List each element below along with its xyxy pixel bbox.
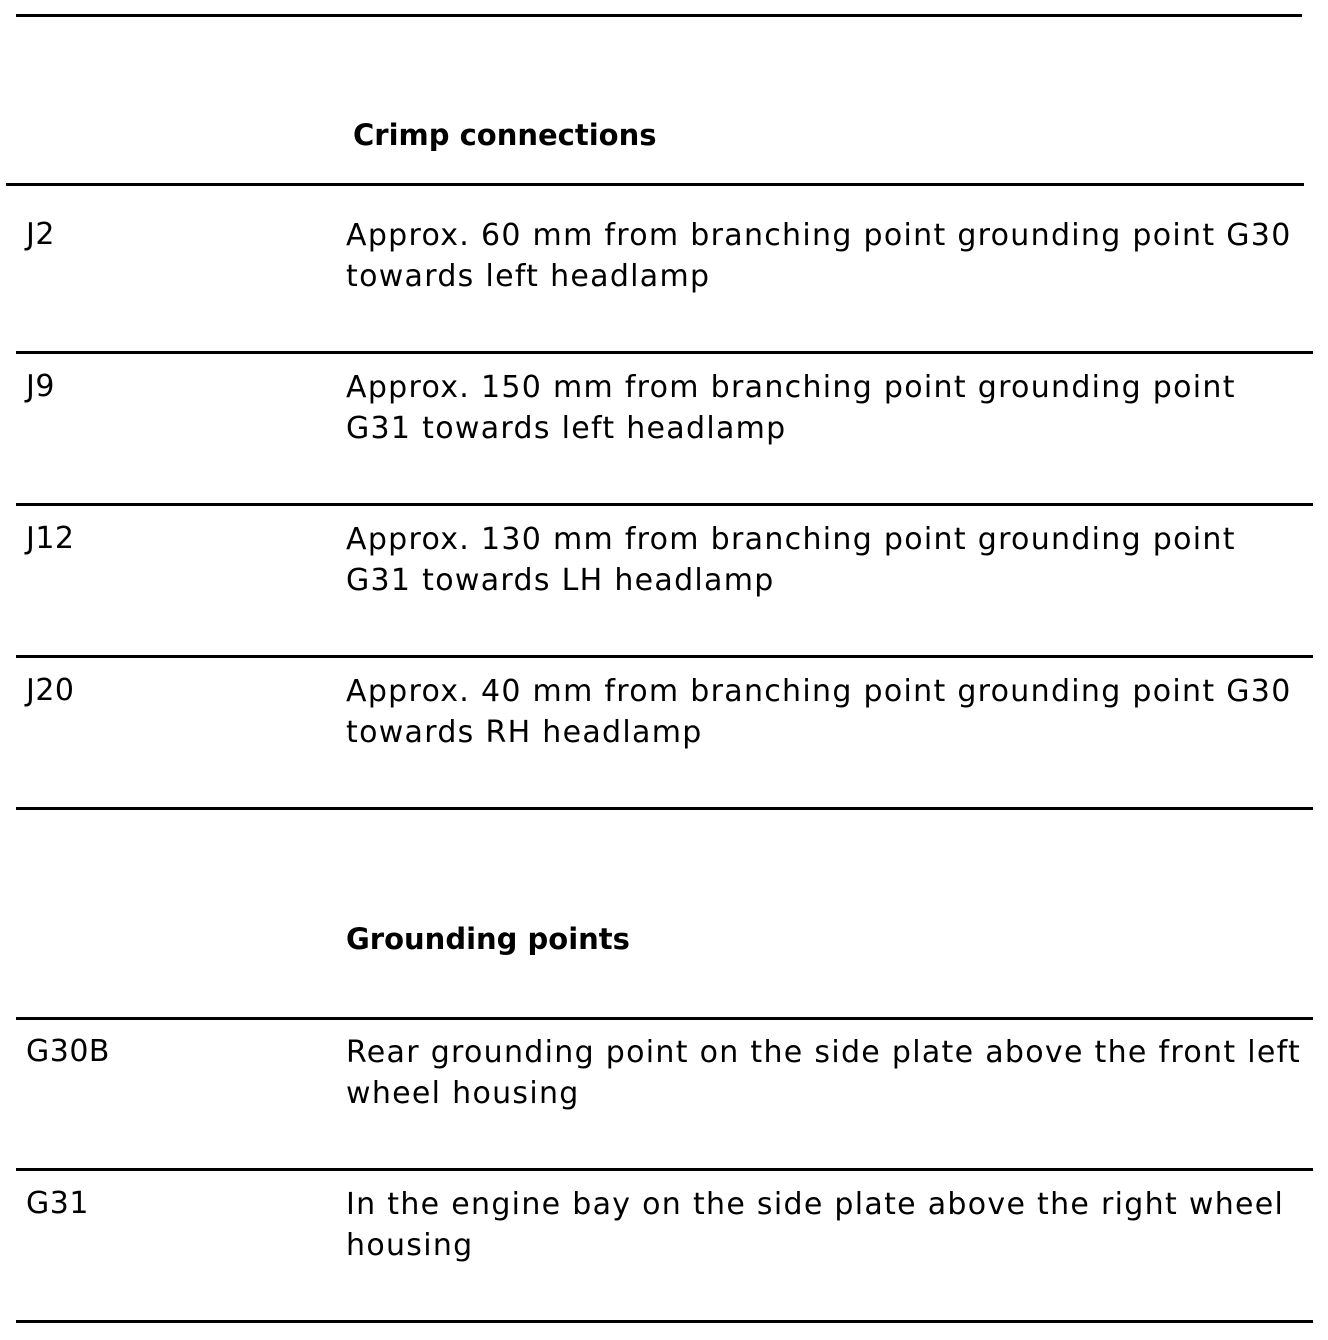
top-divider bbox=[16, 14, 1302, 17]
section-divider bbox=[6, 183, 1304, 186]
row-description-j12: Approx. 130 mm from branching point grounding point G31 towards LH headlamp bbox=[346, 522, 1236, 598]
row-code-j9: J9 bbox=[26, 369, 55, 404]
row-divider bbox=[16, 503, 1313, 506]
row-description-g31: In the engine bay on the side plate above the right wheel housing bbox=[346, 1187, 1285, 1263]
row-code-g30b: G30B bbox=[26, 1034, 111, 1069]
row-description-g30b: Rear grounding point on the side plate above the front left wheel housing bbox=[346, 1035, 1302, 1111]
section-heading-grounding-points: Grounding points bbox=[346, 922, 630, 956]
row-code-g31: G31 bbox=[26, 1186, 89, 1221]
row-divider bbox=[16, 1168, 1313, 1171]
row-divider bbox=[16, 351, 1313, 354]
row-description-j9: Approx. 150 mm from branching point grounding point G31 towards left headlamp bbox=[346, 370, 1236, 446]
row-description-j2: Approx. 60 mm from branching point grounding point G30 towards left headlamp bbox=[346, 218, 1292, 294]
row-divider bbox=[16, 807, 1313, 810]
row-code-j20: J20 bbox=[26, 673, 75, 708]
row-code-j12: J12 bbox=[26, 521, 75, 556]
row-divider bbox=[16, 655, 1313, 658]
section-divider bbox=[16, 1017, 1313, 1020]
section-heading-crimp-connections: Crimp connections bbox=[353, 118, 657, 152]
row-description-j20: Approx. 40 mm from branching point grounding point G30 towards RH headlamp bbox=[346, 674, 1292, 750]
bottom-divider bbox=[16, 1320, 1313, 1323]
row-code-j2: J2 bbox=[26, 217, 55, 252]
